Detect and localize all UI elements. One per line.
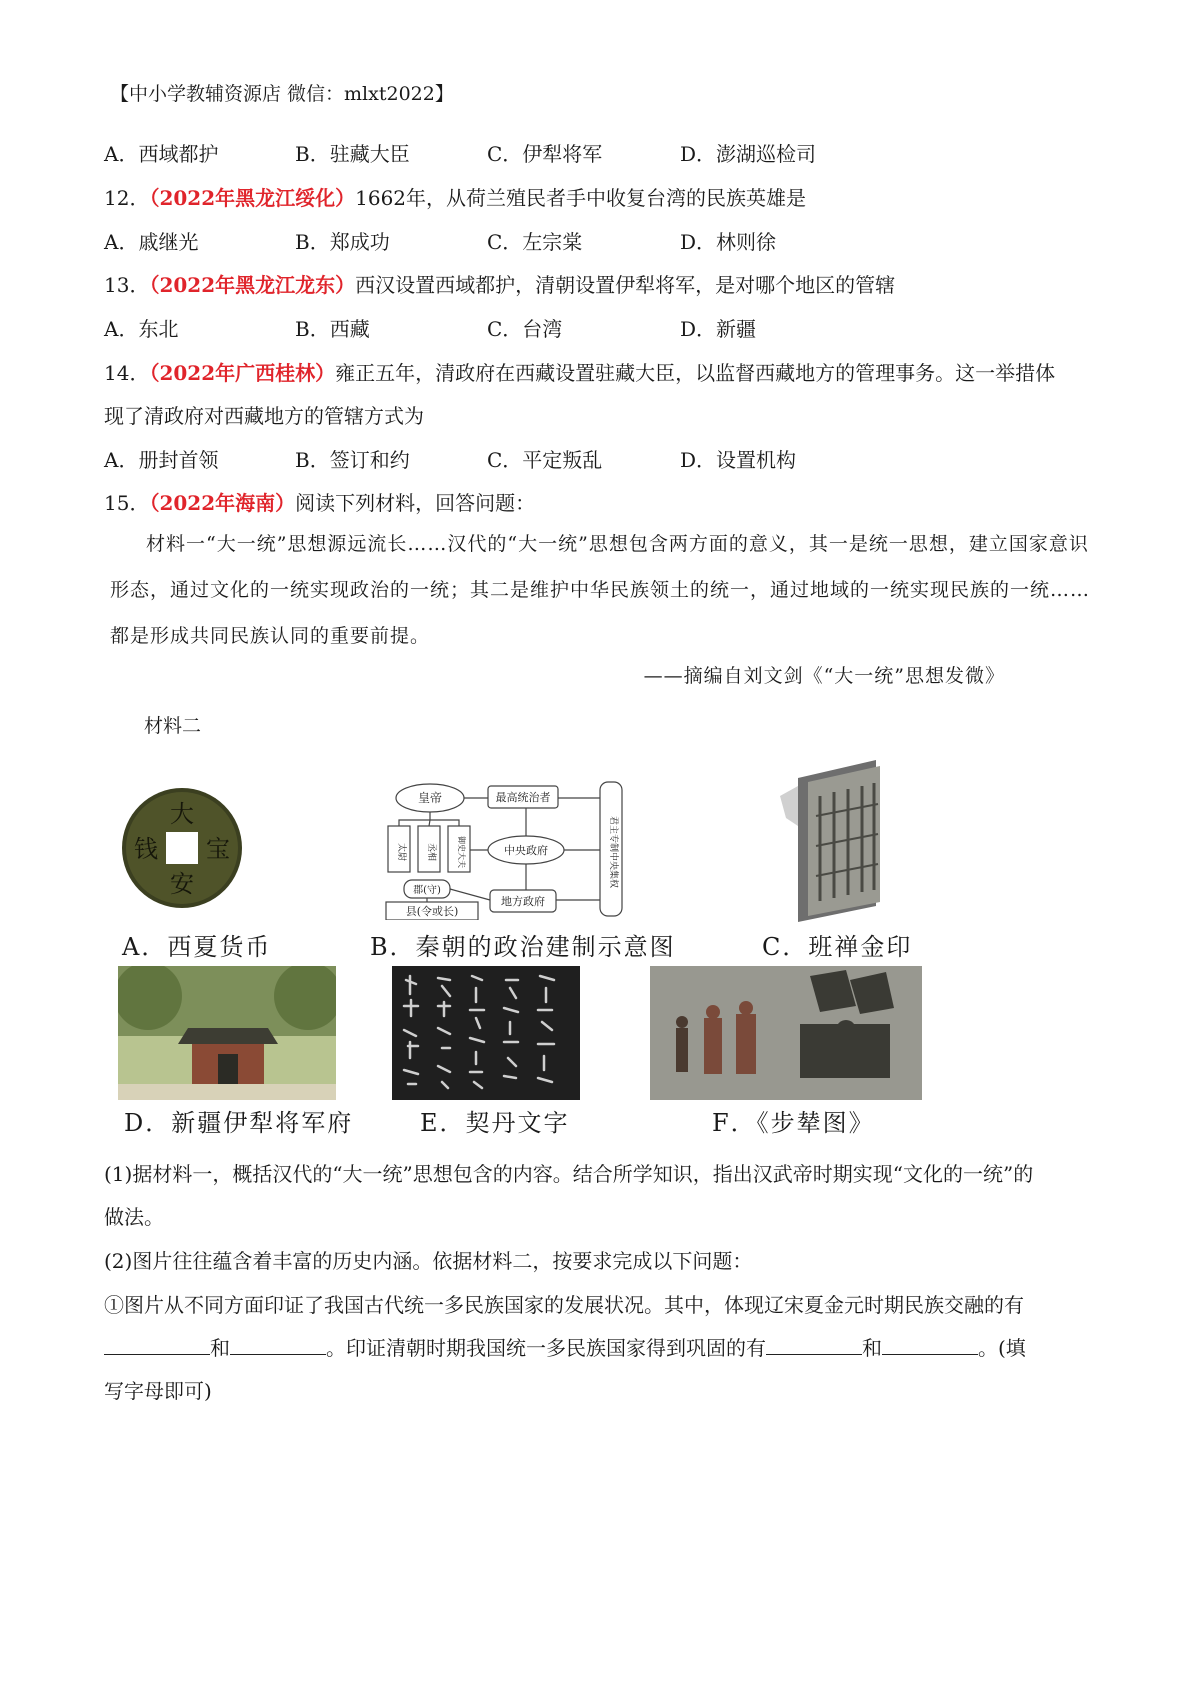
coin-char-right: 宝 (206, 835, 230, 863)
q14-option-b: B．签订和约 (295, 448, 410, 472)
q15-sub2-and-1: 和 (210, 1336, 230, 1360)
q13-option-d: D．新疆 (680, 317, 757, 341)
coin-char-top: 大 (170, 800, 194, 828)
diagram-label-local: 地方政府 (501, 895, 545, 908)
q12-source: （2022年黑龙江绥化） (149, 186, 356, 210)
diagram-label-emperor: 皇帝 (417, 791, 443, 805)
ili-general-mansion-image (118, 966, 336, 1100)
q11-option-b: B．驻藏大臣 (295, 142, 410, 166)
q15-sub1-line2: 做法。 (104, 1205, 164, 1229)
answer-blank-2[interactable] (230, 1334, 326, 1355)
q14-source: （2022年广西桂林） (149, 361, 336, 385)
q15-sub2-and-2: 和 (862, 1336, 882, 1360)
answer-blank-1[interactable] (104, 1334, 210, 1355)
q13-stem (104, 271, 895, 299)
caption-a: A．西夏货币 (122, 933, 272, 961)
panchen-seal-image (780, 756, 888, 922)
q11-option-a: A．西域都护 (104, 142, 219, 166)
painting-figure-3-head (739, 1001, 753, 1015)
caption-f: F．《步辇图》 (712, 1109, 875, 1137)
painting-figure-2-head (706, 1005, 720, 1019)
q13-source: （2022年黑龙江龙东） (149, 273, 356, 297)
q15-sub1-line1: (1)据材料一，概括汉代的“大一统”思想包含的内容。结合所学知识，指出汉武帝时期实现“文化的一统”的 (104, 1162, 1034, 1186)
q14-text-line1: 雍正五年，清政府在西藏设置驻藏大臣，以监督西藏地方的管理事务。这一举措体 (335, 361, 1056, 385)
answer-blank-4[interactable] (882, 1334, 978, 1355)
q13-number: 13． (104, 273, 150, 297)
q15-sub2-q1-line1: ①图片从不同方面印证了我国古代统一多民族国家的发展状况。其中，体现辽宋夏金元时期民族交融的有 (104, 1293, 1024, 1317)
q15-sub2-end: 。(填 (978, 1336, 1026, 1360)
q13-option-a: A．东北 (104, 317, 179, 341)
mansion-door (218, 1054, 238, 1084)
diagram-label-central: 中央政府 (504, 844, 548, 857)
painting-figure-3 (736, 1014, 756, 1074)
q15-citation: ——摘编自刘文剑《“大一统”思想发微》 (643, 665, 1005, 687)
q14-stem (104, 359, 1055, 387)
bunian-tu-painting (650, 966, 922, 1100)
q14-option-d: D．设置机构 (680, 448, 797, 472)
diagram-label-taiwei: 太尉 (396, 842, 406, 862)
diagram-label-xian: 县(令或长) (405, 905, 459, 918)
diagram-label-yushi: 御史大夫 (457, 836, 466, 868)
painting-figure-1 (676, 1028, 688, 1072)
q13-option-b: B．西藏 (295, 317, 370, 341)
q11-option-d: D．澎湖巡检司 (680, 142, 817, 166)
q11-option-c: C．伊犁将军 (487, 142, 603, 166)
seal-handle (780, 786, 798, 826)
q12-number: 12． (104, 186, 150, 210)
qin-political-diagram (378, 778, 646, 920)
diagram-label-system: 君主专制中央集权 (608, 815, 618, 889)
q15-sub2-intro: (2)图片往往蕴含着丰富的历史内涵。依据材料二，按要求完成以下问题： (104, 1249, 753, 1273)
q15-sub2-q1-line3: 写字母即可) (104, 1379, 212, 1403)
q13-text: 西汉设置西域都护，清朝设置伊犁将军，是对哪个地区的管辖 (355, 273, 896, 297)
q15-number: 15． (104, 491, 150, 515)
q15-material-2-label: 材料二 (144, 715, 202, 737)
khitan-background (392, 966, 580, 1100)
coin-char-left: 钱 (134, 835, 158, 863)
q13-option-c: C．台湾 (487, 317, 563, 341)
coin-char-bottom: 安 (170, 870, 194, 898)
q15-material-1: 材料一“大一统”思想源远流长……汉代的“大一统”思想包含两方面的意义，其一是统一思想，建立国家意识形态，通过文化的一统实现政治的一统；其二是维护中华民族领土的统一，通过地域的一统实现民族的一统……都是形成共同民族认同的重要前提。 (110, 533, 1091, 647)
q14-number: 14． (104, 361, 150, 385)
q12-option-d: D．林则徐 (680, 230, 777, 254)
answer-blank-3[interactable] (766, 1334, 862, 1355)
mansion-roof (178, 1028, 278, 1044)
khitan-script-image (392, 966, 580, 1100)
diagram-label-chengxiang: 丞相 (426, 842, 436, 862)
q15-source: （2022年海南） (149, 491, 296, 515)
xixia-coin-image (118, 778, 246, 918)
caption-e: E．契丹文字 (420, 1109, 570, 1137)
q15-sub2-mid: 。印证清朝时期我国统一多民族国家得到巩固的有 (326, 1336, 766, 1360)
q14-option-c: C．平定叛乱 (487, 448, 603, 472)
mansion-ground (118, 1084, 336, 1100)
q12-option-c: C．左宗棠 (487, 230, 583, 254)
coin-square-hole (166, 832, 198, 864)
page-header: 【中小学教辅资源店 微信：mlxt2022】 (110, 83, 454, 105)
q12-option-a: A．戚继光 (104, 230, 199, 254)
q12-stem (104, 184, 806, 212)
q14-text-line2: 现了清政府对西藏地方的管辖方式为 (104, 404, 424, 428)
diagram-label-jun: 郡(守) (413, 885, 441, 896)
q12-option-b: B．郑成功 (295, 230, 390, 254)
caption-c: C．班禅金印 (762, 933, 913, 961)
painting-figure-1-head (676, 1016, 688, 1028)
q15-text: 阅读下列材料，回答问题： (295, 491, 536, 515)
painting-emperor (836, 1020, 856, 1040)
q12-text: 1662年，从荷兰殖民者手中收复台湾的民族英雄是 (355, 186, 807, 210)
diagram-label-supreme: 最高统治者 (495, 791, 551, 804)
q14-option-a: A．册封首领 (104, 448, 219, 472)
caption-b: B．秦朝的政治建制示意图 (370, 933, 676, 961)
caption-d: D．新疆伊犁将军府 (124, 1109, 354, 1137)
painting-figure-2 (704, 1018, 722, 1074)
q15-stem (104, 489, 535, 517)
q15-sub2-q1-line2 (104, 1334, 1026, 1362)
